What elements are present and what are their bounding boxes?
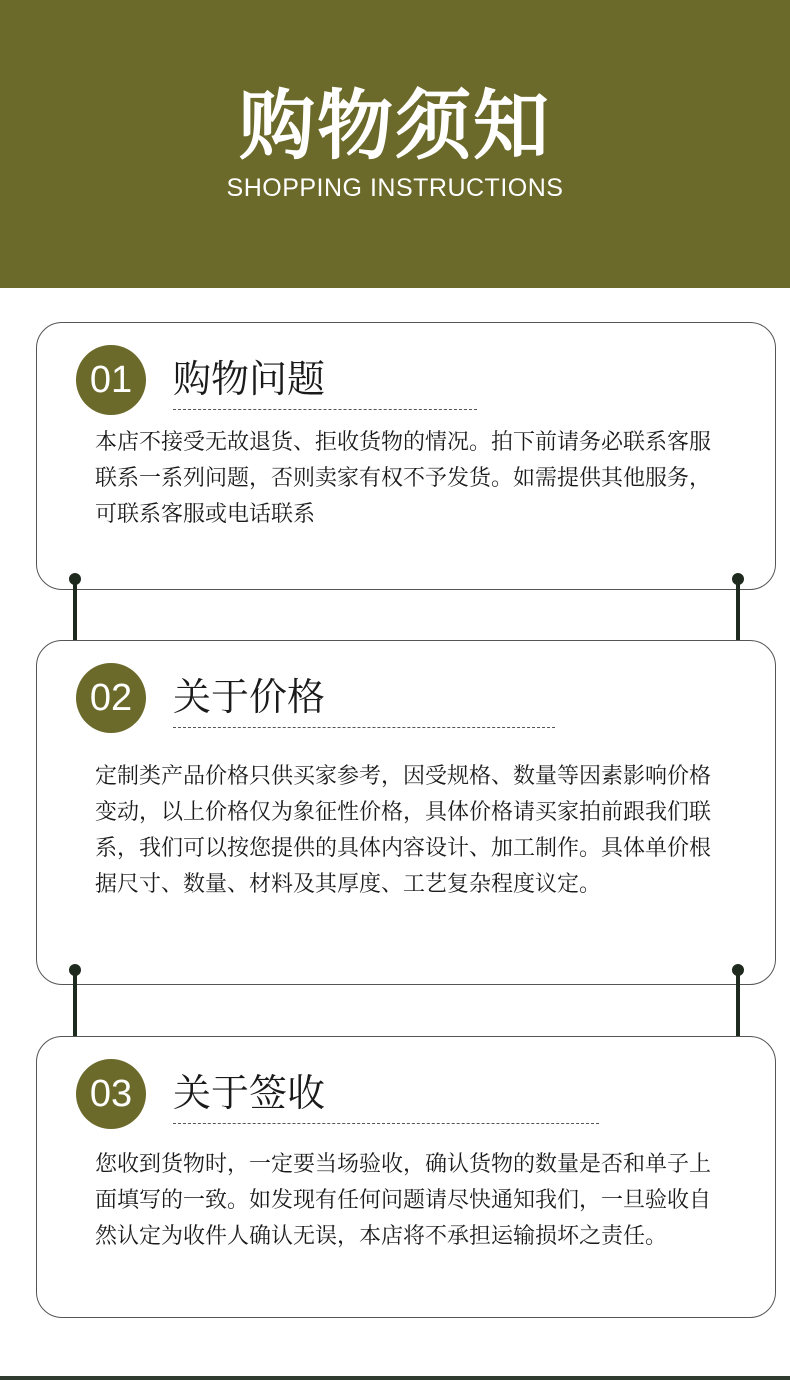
header-banner <box>0 0 790 288</box>
page-subtitle: SHOPPING INSTRUCTIONS <box>226 174 564 202</box>
section-divider <box>173 1123 599 1124</box>
section-body-text: 您收到货物时，一定要当场验收，确认货物的数量是否和单子上面填写的一致。如发现有任何问题请尽快通知我们，一旦验收自然认定为收件人确认无误，本店将不承担运输损坏之责任。 <box>95 1152 712 1249</box>
section-body-text: 本店不接受无故退货、拒收货物的情况。拍下前请务必联系客服联系一系列问题，否则卖家有权不予发货。如需提供其他服务，可联系客服或电话联系 <box>95 430 712 527</box>
section-divider <box>173 727 555 728</box>
section-title: 购物问题 <box>173 357 326 401</box>
section-title: 关于价格 <box>173 675 326 719</box>
page-title: 购物须知 <box>239 81 551 170</box>
section-divider <box>173 409 477 410</box>
section-card-shopping-issues <box>36 322 776 590</box>
section-card-receipt <box>36 1036 776 1318</box>
section-number-badge: 02 <box>76 663 146 733</box>
section-title: 关于签收 <box>173 1071 326 1115</box>
section-number-badge: 01 <box>76 345 146 415</box>
footer-line <box>0 1376 790 1380</box>
section-body-text: 定制类产品价格只供买家参考，因受规格、数量等因素影响价格变动，以上价格仅为象征性价格，具体价格请买家拍前跟我们联系，我们可以按您提供的具体内容设计、加工制作。具体单价根据尺寸、数量、材料及其厚度、工艺复杂程度议定。 <box>95 764 712 897</box>
section-number-badge: 03 <box>76 1059 146 1129</box>
section-card-pricing <box>36 640 776 985</box>
